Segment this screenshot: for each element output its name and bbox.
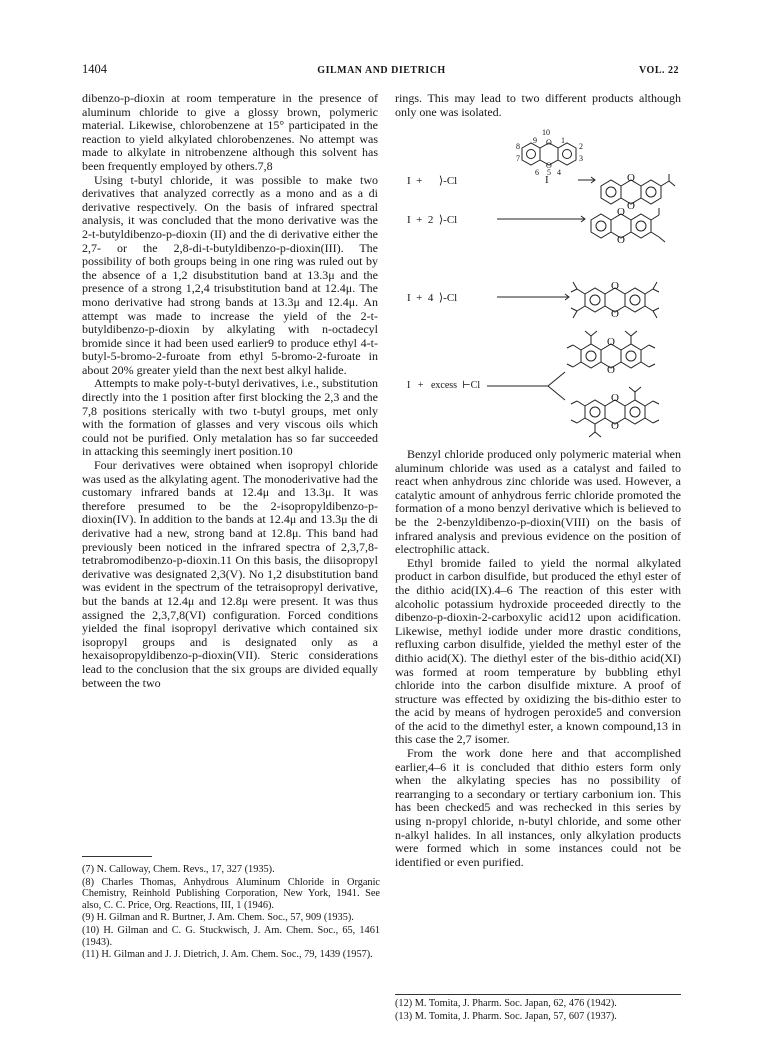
footnote: (12) M. Tomita, J. Pharm. Soc. Japan, 62, 476 (1942).: [395, 998, 617, 1009]
reaction-reagent: I + 4 ⟩-Cl: [407, 292, 458, 304]
position-number: 2: [579, 142, 583, 151]
left-paragraph: Four derivatives were obtained when isopropyl chloride was used as the alkylating agent. The monoderivative had the customary infrared bands at 12.4μ and 13.3μ. It was therefore presumed to be the 2-isopropyldibenzo-p-dioxin(IV). In addition to the bands at 12.4μ and 13.3μ the di derivative had a new, strong band at 12.8μ. This band had previously been noticed in the infrared spectra of 2,3,7,8-tetrabromodibenzo-p-dioxin.11 On this basis, the diisopropyl derivative was designated 2,3(V). No 1,2 disubstitution band was evident in the spectrum of the tetraisopropyl derivative, but the bands at 12.4μ and 12.8μ were present. It was thus assigned the 2,3,7,8(VI) configuration. Forced conditions yielded the final isopropyl derivative which contained six isopropyl groups and is designated only as a hexaisopropyldibenzo-p-dioxin(VII). Steric considerations lead to the conclusion that the six groups are divided equally between the two: [82, 458, 379, 690]
footnote-rule: [82, 856, 152, 857]
footnote-rule: [395, 994, 681, 995]
footnote: (13) M. Tomita, J. Pharm. Soc. Japan, 57, 607 (1937).: [395, 1010, 617, 1022]
footnote: (9) H. Gilman and R. Burtner, J. Am. Chem. Soc., 57, 909 (1935).: [82, 912, 354, 924]
reaction-reagent: I + ⟩-Cl: [407, 175, 458, 187]
position-number: 4: [557, 168, 561, 177]
right-paragraph: Ethyl bromide failed to yield the normal alkylated product in carbon disulfide, but produced the ethyl ester of the dithio acid(IX).4–6 The reaction of this ester with alcoholic potassium hydroxide proceeded directly to the dibenzo-p-dioxin-2-carboxylic acid12 upon acidification. Likewise, methyl iodide under more drastic conditions, refluxing carbon disulfide, yielded the methyl ester of the dithio acid(X). The diethyl ester of the bis-dithio acid(XI) was formed at room temperature by bubbling ethyl chloride into the carbon disulfide mixture. A proof of structure was effected by oxidizing the bis-dithio ester to the acid by means of hydrogen peroxide5 and conversion of the acid to the dimethyl ester, a known compound,13 in this case the 2,7 isomer.: [395, 555, 681, 747]
right-footnotes: [395, 998, 683, 1023]
position-number: 3: [579, 154, 583, 163]
footnote: (11) H. Gilman and J. J. Dietrich, J. Am. Chem. Soc., 79, 1439 (1957).: [82, 949, 373, 961]
oxygen-label: O: [607, 364, 615, 376]
position-number: 1: [561, 136, 565, 145]
oxygen-label: O: [617, 206, 625, 218]
oxygen-label: O: [627, 172, 635, 184]
arrow-branch-down: [548, 386, 565, 400]
oxygen-label: O: [611, 420, 619, 432]
oxygen-label: O: [617, 234, 625, 246]
footnote: (8) Charles Thomas, Anhydrous Aluminum Chloride in Organic Chemistry, Reinhold Publishing Corporation, New York, 1941. See also, C. C. Price, Org. Reactions, III, 1 (1946).: [82, 876, 380, 911]
oxygen-label: O: [627, 200, 635, 212]
arrow-branch-up: [548, 372, 565, 386]
right-column-intro: [395, 92, 681, 119]
reaction-reagent: I + 2 ⟩-Cl: [407, 214, 458, 226]
oxygen-label: O: [607, 336, 615, 348]
right-paragraph: From the work done here and that accomplished earlier,4–6 it is concluded that dithio esters form only when the alkylating species has no possibility of rearranging to a secondary or tertiary carbonium ion. This has been checked5 and was rechecked in this series by using n-propyl chloride, n-butyl chloride, and some other n-alkyl halides. In all instances, only alkylation products were formed which in some instances could not be identified or even purified.: [395, 746, 681, 869]
running-title: GILMAN AND DIETRICH: [317, 65, 446, 76]
reaction-reagent: I + excess ⊢Cl: [407, 380, 481, 391]
oxygen-label: O: [611, 280, 619, 292]
position-number: 8: [516, 142, 520, 151]
oxygen-label: O: [611, 308, 619, 320]
right-paragraph: Benzyl chloride produced only polymeric material when aluminum chloride was used as a catalyst and failed to react when anhydrous zinc chloride was used. However, a catalytic amount of anhydrous ferric chloride promoted the formation of a mono benzyl derivative which is believed to be the 2-benzyldibenzo-p-dioxin(VIII) on the basis of infrared analysis and previous evidence on the position of electrophilic attack.: [395, 447, 681, 557]
oxygen-label: O: [611, 392, 619, 404]
footnote: (7) N. Calloway, Chem. Revs., 17, 327 (1935).: [82, 864, 275, 875]
volume-label: VOL. 22: [639, 65, 679, 76]
position-number: 5: [547, 168, 551, 177]
oxygen-label: O: [546, 138, 552, 147]
footnote: (10) H. Gilman and C. G. Stuckwisch, J. Am. Chem. Soc., 65, 1461 (1943).: [82, 924, 380, 948]
position-number: 6: [535, 168, 539, 177]
reaction-scheme: [395, 124, 685, 442]
position-number: 9: [533, 136, 537, 145]
left-footnotes: [82, 864, 380, 962]
left-paragraph: Using t-butyl chloride, it was possible to make two derivatives that analyzed correctly as a mono and as a di derivative respectively. On the basis of infrared spectral analysis, it was concluded that the mono derivative was the 2-t-butyldibenzo-p-dioxin (II) and the di derivative either the 2,7- or the 2,8-di-t-butyldibenzo-p-dioxin(III). The possibility of both groups being in one ring was ruled out by the absence of a 1,2 disubstitution band at 13.3μ and the presence of a strong 1,2,4 trisubstitution band at 12.4μ. The mono derivative had strong bands at 13.3μ and 12.4μ. An attempt was made to increase the yield of the 2-t-butyldibenzo-p-dioxin by alkylating with n-octadecyl bromide since it had been used earlier9 to produce ethyl 4-t-butyl-5-bromo-2-furoate from ethyl 5-bromo-2-furoate in about 20% greater yield than the next best alkyl halide.: [82, 172, 378, 377]
scheme-drawing: [395, 124, 685, 442]
left-column: [82, 92, 378, 690]
position-number: 7: [516, 154, 520, 163]
compound-label: I: [545, 174, 549, 186]
right-intro-paragraph: rings. This may lead to two different products although only one was isolated.: [395, 91, 681, 119]
di-tbutyl-product: [591, 208, 665, 242]
right-column-body: [395, 448, 681, 869]
mono-tbutyl-product: [601, 174, 675, 204]
position-number: 10: [542, 128, 550, 137]
oxygen-label: O: [546, 161, 552, 170]
page-number: 1404: [82, 62, 107, 76]
left-paragraph: dibenzo-p-dioxin at room temperature in the presence of aluminum chloride to give a glossy brown, polymeric material. Likewise, chlorobenzene at 15° participated in the reaction to yield alkylated chlorobenzenes. No attempt was made to alkylate in nitrobenzene although this solvent has been frequently employed by others.7,8: [82, 91, 378, 173]
left-paragraph: Attempts to make poly-t-butyl derivatives, i.e., substitution directly into the 1 position after first blocking the 2,3 and the 7,8 positions sterically with two t-butyl groups, met only with the formation of glasses and very viscous oils which could not be purified. Only metalation has so far succeeded in attacking this seemingly inert position.10: [82, 376, 378, 459]
